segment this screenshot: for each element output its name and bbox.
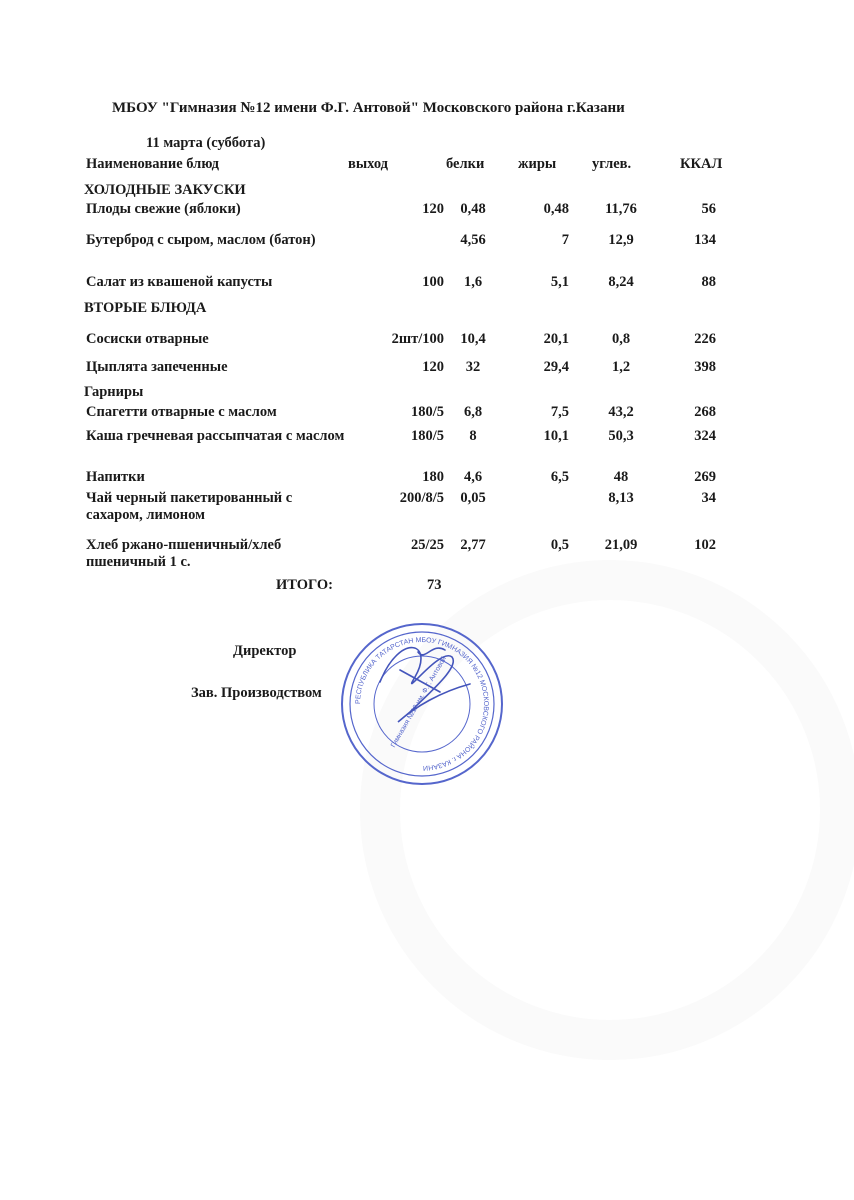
cell-fat: 0,48: [543, 201, 569, 217]
cell-output: 180: [422, 469, 444, 485]
cell-protein: 10,4: [460, 331, 486, 347]
cell-carbs: 12,9: [608, 232, 634, 248]
cell-kcal: 268: [694, 404, 716, 420]
cell-kcal: 134: [694, 232, 716, 248]
cell-kcal: 88: [701, 274, 716, 290]
cell-kcal: 226: [694, 331, 716, 347]
col-fat-header: жиры: [518, 156, 557, 172]
cell-name: Хлеб ржано-пшеничный/хлеб пшеничный 1 с.: [86, 537, 282, 570]
cell-carbs: 50,3: [608, 428, 634, 444]
cell-carbs: 48: [613, 469, 629, 485]
cell-output: 100: [422, 274, 444, 290]
cell-protein: 6,8: [463, 404, 483, 420]
cell-name: Сосиски отварные: [86, 331, 209, 347]
cell-protein: 2,77: [460, 537, 486, 553]
cell-protein: 1,6: [463, 274, 483, 290]
stamp-center-text: Гимназия №12 им. Ф.Г. Антовой: [390, 655, 448, 749]
cell-carbs: 11,76: [605, 201, 637, 217]
director-label: Директор: [233, 643, 297, 659]
cell-output: 2шт/100: [391, 331, 444, 347]
total-value: 73: [427, 577, 442, 593]
cell-name: Цыплята запеченные: [86, 359, 228, 375]
cell-name: Чай черный пакетированный с сахаром, лимоном: [86, 490, 293, 523]
col-kcal-header: ККАЛ: [680, 156, 723, 172]
cell-name: Напитки: [86, 469, 145, 485]
col-output-header: выход: [348, 156, 389, 172]
official-stamp: [340, 622, 505, 787]
cell-name: Спагетти отварные с маслом: [86, 404, 277, 420]
cell-output: 25/25: [410, 537, 444, 553]
cell-fat: 6,5: [550, 469, 569, 485]
cell-kcal: 324: [694, 428, 716, 444]
total-label: ИТОГО:: [276, 577, 334, 593]
cell-fat: 29,4: [543, 359, 569, 375]
cell-kcal: 56: [701, 201, 716, 217]
cell-name: Бутерброд с сыром, маслом (батон): [86, 232, 316, 248]
production-manager-label: Зав. Производством: [191, 685, 322, 701]
cell-kcal: 269: [694, 469, 716, 485]
cell-kcal: 34: [701, 490, 716, 506]
cell-carbs: 43,2: [608, 404, 634, 420]
cell-protein: 32: [465, 359, 481, 375]
cell-fat: 7: [561, 232, 569, 248]
cell-carbs: 21,09: [604, 537, 638, 553]
cell-protein: 8: [469, 428, 477, 444]
col-carbs-header: углев.: [592, 156, 632, 172]
cell-carbs: 8,24: [608, 274, 634, 290]
cell-protein: 4,56: [460, 232, 486, 248]
section-garnishes: Гарниры: [84, 384, 144, 400]
cell-kcal: 102: [694, 537, 716, 553]
section-cold-appetizers: ХОЛОДНЫЕ ЗАКУСКИ: [84, 182, 246, 198]
cell-output: 180/5: [410, 404, 444, 420]
cell-fat: 7,5: [550, 404, 569, 420]
cell-carbs: 8,13: [608, 490, 634, 506]
cell-fat: 20,1: [543, 331, 569, 347]
stamp-outer-text: РЕСПУБЛИКА ТАТАРСТАН МБОУ ГИМНАЗИЯ №12 МОСКОВСКОГО РАЙОНА г. КАЗАНИ: [354, 636, 490, 772]
cell-output: 120: [422, 359, 444, 375]
document-title: МБОУ "Гимназия №12 имени Ф.Г. Антовой" Московского района г.Казани: [112, 100, 625, 116]
section-second-courses: ВТОРЫЕ БЛЮДА: [84, 300, 207, 316]
cell-output: 120: [422, 201, 444, 217]
cell-carbs: 0,8: [611, 331, 631, 347]
cell-name: Плоды свежие (яблоки): [86, 201, 241, 217]
cell-fat: 0,5: [550, 537, 569, 553]
cell-output: 180/5: [410, 428, 444, 444]
document-date: 11 марта (суббота): [146, 135, 266, 151]
cell-carbs: 1,2: [611, 359, 631, 375]
cell-kcal: 398: [694, 359, 716, 375]
cell-protein: 0,05: [460, 490, 486, 506]
cell-protein: 0,48: [460, 201, 486, 217]
col-protein-header: белки: [446, 156, 485, 172]
cell-name: Каша гречневая рассыпчатая с маслом: [86, 428, 345, 444]
cell-name: Салат из квашеной капусты: [86, 274, 273, 290]
cell-fat: 10,1: [543, 428, 569, 444]
col-name-header: Наименование блюд: [86, 156, 219, 172]
cell-fat: 5,1: [550, 274, 569, 290]
cell-protein: 4,6: [463, 469, 483, 485]
cell-output: 200/8/5: [399, 490, 444, 506]
